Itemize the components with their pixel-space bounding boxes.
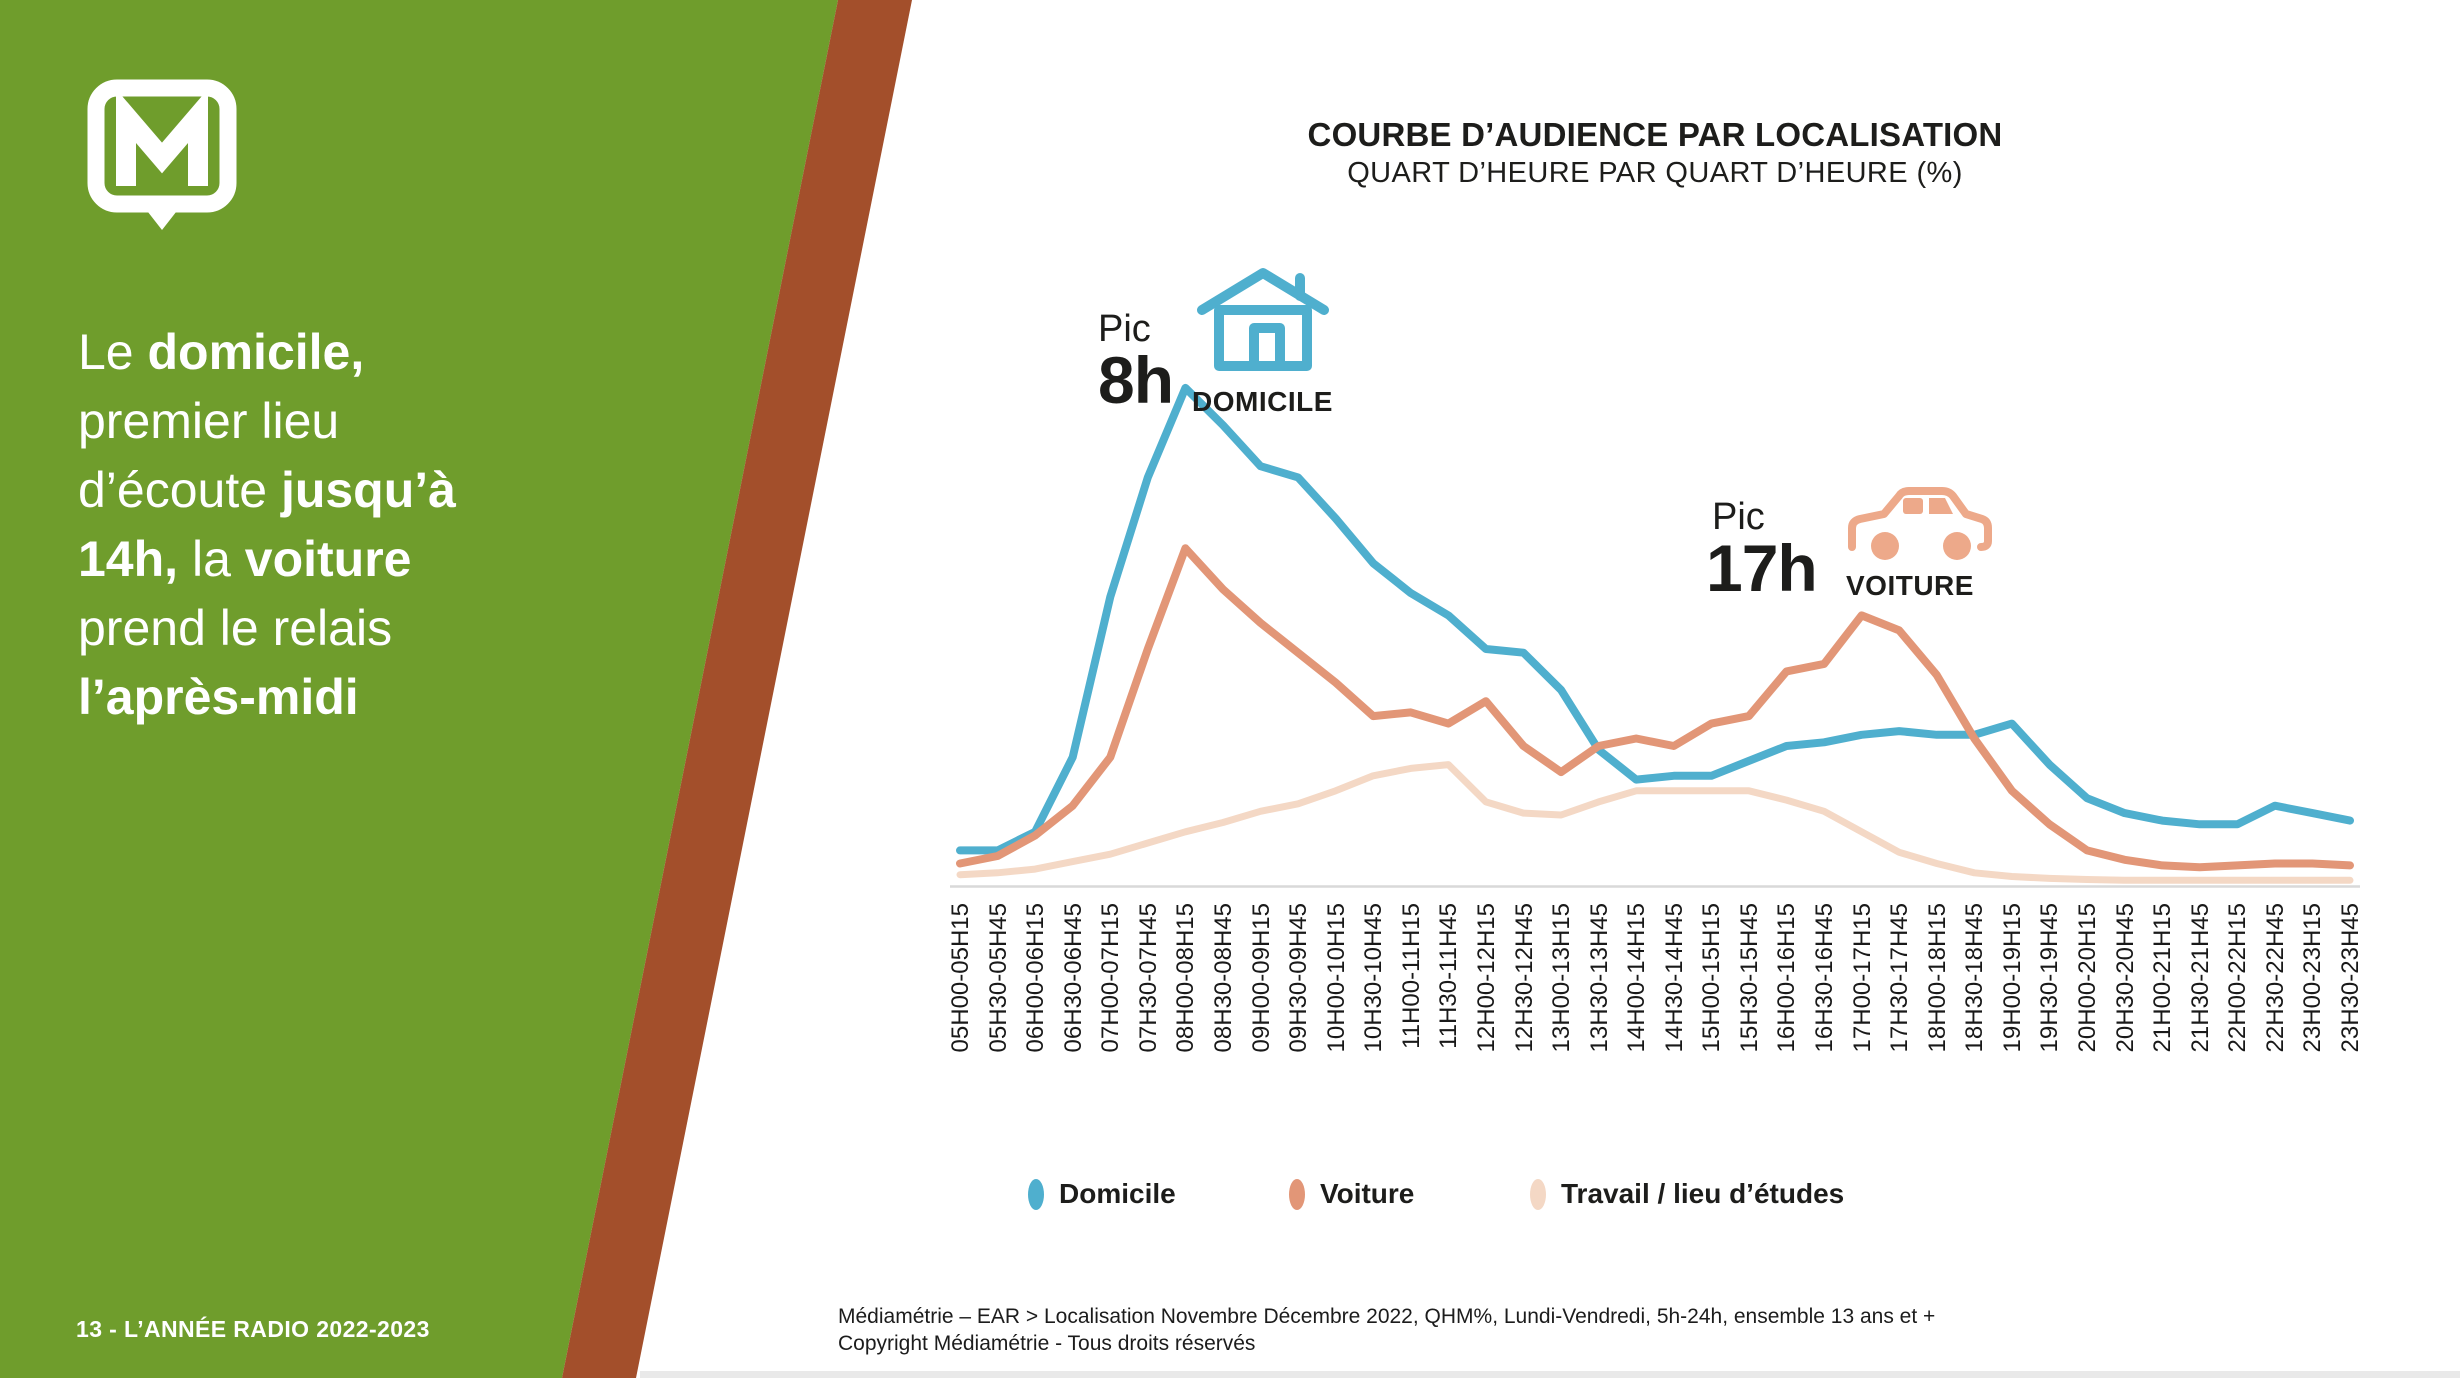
x-axis-label: 07H00-07H15 xyxy=(1097,903,1125,1053)
x-axis-label: 08H30-08H45 xyxy=(1209,903,1237,1053)
x-axis-label: 11H30-11H45 xyxy=(1435,903,1463,1049)
legend-dot-voiture xyxy=(1289,1179,1305,1210)
source-line-1: Médiamétrie – EAR > Localisation Novembre Décembre 2022, QHM%, Lundi-Vendredi, 5h-24h, ensemble 13 ans et + xyxy=(838,1305,1936,1328)
x-axis-label: 14H30-14H45 xyxy=(1660,903,1688,1053)
legend-label: Travail / lieu d’études xyxy=(1561,1178,1845,1209)
x-axis-label: 21H00-21H15 xyxy=(2149,903,2177,1053)
bottom-edge-strip xyxy=(640,1371,2460,1378)
x-axis-label: 06H30-06H45 xyxy=(1059,903,1087,1053)
pic-17h-word: Pic xyxy=(1712,496,1765,538)
x-axis-label: 21H30-21H45 xyxy=(2186,903,2214,1053)
x-axis-label: 12H00-12H15 xyxy=(1472,903,1500,1053)
audience-line-chart xyxy=(950,240,2360,890)
x-axis-label: 18H00-18H15 xyxy=(1923,903,1951,1053)
x-axis-label: 19H30-19H45 xyxy=(2036,903,2064,1053)
legend-dot-domicile xyxy=(1028,1179,1044,1210)
legend-dot-travail xyxy=(1530,1179,1546,1210)
headline-line: l’après-midi xyxy=(78,669,359,725)
x-axis-label: 13H30-13H45 xyxy=(1585,903,1613,1053)
pic-17h-place: VOITURE xyxy=(1846,570,1974,601)
x-axis-label: 16H00-16H15 xyxy=(1773,903,1801,1053)
headline xyxy=(78,318,548,732)
x-axis-label: 20H30-20H45 xyxy=(2111,903,2139,1053)
headline-line: Le domicile, xyxy=(78,324,365,380)
x-axis-label: 13H00-13H15 xyxy=(1548,903,1576,1053)
x-axis-label: 09H00-09H15 xyxy=(1247,903,1275,1053)
chart-title: COURBE D’AUDIENCE PAR LOCALISATION xyxy=(1307,116,2003,153)
pic-8h-time: 8h xyxy=(1098,343,1174,417)
x-axis-label: 20H00-20H15 xyxy=(2074,903,2102,1053)
mediametrie-logo xyxy=(86,78,238,236)
legend-label: Voiture xyxy=(1320,1178,1415,1209)
x-axis-label: 12H30-12H45 xyxy=(1510,903,1538,1053)
source-line-2: Copyright Médiamétrie - Tous droits réservés xyxy=(838,1332,1256,1355)
chart-subtitle: QUART D’HEURE PAR QUART D’HEURE (%) xyxy=(1347,157,1963,189)
x-axis-label: 09H30-09H45 xyxy=(1285,903,1313,1053)
x-axis-label: 22H30-22H45 xyxy=(2261,903,2289,1053)
pic-8h-word: Pic xyxy=(1098,308,1151,350)
x-axis-label: 17H30-17H45 xyxy=(1886,903,1914,1053)
x-axis-label: 10H30-10H45 xyxy=(1360,903,1388,1053)
x-axis-label: 06H00-06H15 xyxy=(1022,903,1050,1053)
x-axis-label: 11H00-11H15 xyxy=(1397,903,1425,1049)
x-axis-label: 05H00-05H15 xyxy=(947,903,974,1053)
headline-line: premier lieu xyxy=(78,393,340,449)
page-number-footer: 13 - L’ANNÉE RADIO 2022-2023 xyxy=(76,1316,430,1342)
legend-item-voiture xyxy=(1289,1178,1414,1210)
line-domicile xyxy=(960,388,2350,851)
x-axis-label: 19H00-19H15 xyxy=(1998,903,2026,1053)
legend-item-travail xyxy=(1530,1178,1844,1210)
logo-bubble-tail xyxy=(137,198,187,230)
x-axis-label: 15H00-15H15 xyxy=(1698,903,1726,1053)
pic-8h-place: DOMICILE xyxy=(1192,386,1333,417)
headline-line: d’écoute jusqu’à xyxy=(78,462,456,518)
x-axis-label: 05H30-05H45 xyxy=(984,903,1012,1053)
x-axis-label: 22H00-22H15 xyxy=(2224,903,2252,1053)
x-axis-label: 08H00-08H15 xyxy=(1172,903,1200,1053)
legend-label: Domicile xyxy=(1059,1178,1176,1209)
x-axis-label: 15H30-15H45 xyxy=(1735,903,1763,1053)
logo-m-letter xyxy=(126,116,198,186)
x-axis-label: 10H00-10H15 xyxy=(1322,903,1350,1053)
x-axis-label: 18H30-18H45 xyxy=(1961,903,1989,1053)
x-axis-label: 23H30-23H45 xyxy=(2337,903,2364,1053)
x-axis-label: 16H30-16H45 xyxy=(1811,903,1839,1053)
source-note xyxy=(838,1303,1935,1357)
x-axis-label: 23H00-23H15 xyxy=(2299,903,2327,1053)
x-axis-label: 14H00-14H15 xyxy=(1623,903,1651,1053)
headline-line: 14h, la voiture xyxy=(78,531,412,587)
x-axis-label: 17H00-17H15 xyxy=(1848,903,1876,1053)
x-axis-label: 07H30-07H45 xyxy=(1134,903,1162,1053)
legend-item-domicile xyxy=(1028,1178,1176,1210)
headline-line: prend le relais xyxy=(78,600,393,656)
pic-17h-time: 17h xyxy=(1706,531,1817,605)
